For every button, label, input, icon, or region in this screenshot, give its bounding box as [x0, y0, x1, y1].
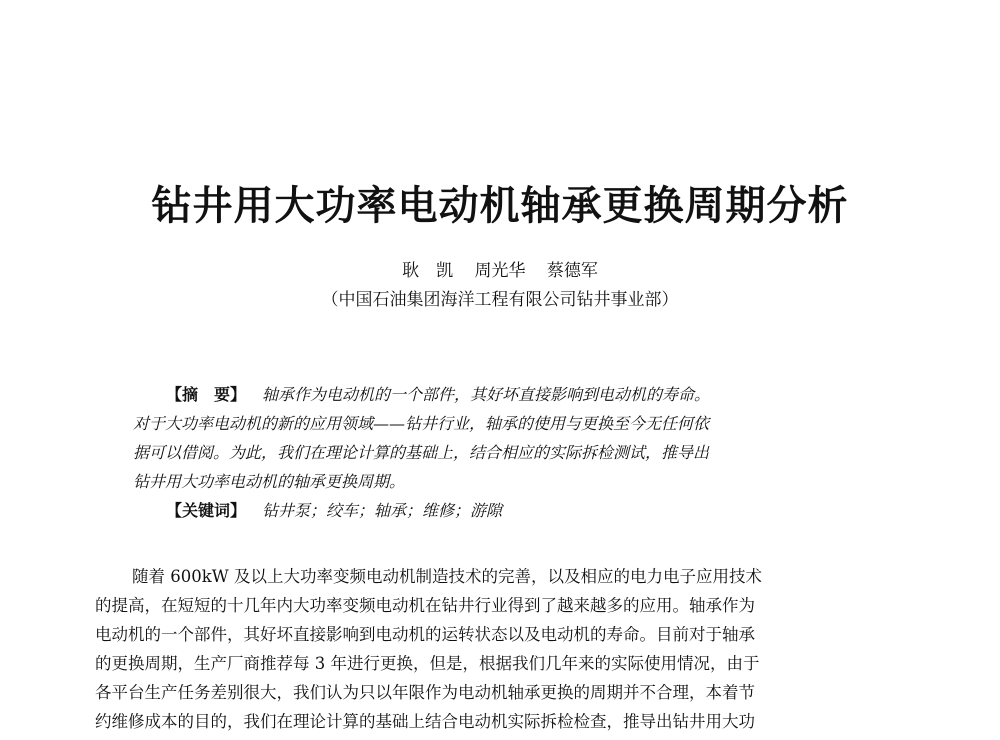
body-line: 的提高，在短短的十几年内大功率变频电动机在钻井行业得到了越来越多的应用。轴承作为	[95, 596, 755, 615]
author-name: 蔡德军	[546, 261, 598, 281]
body-line: 约维修成本的目的，我们在理论计算的基础上结合电动机实际拆检检查，推导出钻井用大功	[95, 712, 755, 731]
abstract-line: 钻井用大功率电动机的轴承更换周期。	[133, 472, 406, 491]
abstract-line: 对于大功率电动机的新的应用领域——钻井行业，轴承的使用与更换至今无任何依	[133, 414, 710, 433]
author-affiliation: （中国石油集团海洋工程有限公司钻井事业部）	[321, 290, 679, 310]
abstract-text: 轴承作为电动机的一个部件，其好坏直接影响到电动机的寿命。	[262, 385, 711, 404]
body-paragraph	[95, 562, 905, 736]
keywords-label: 【关键词】	[166, 501, 247, 520]
body-line: 的更换周期，生产厂商推荐每 3 年进行更换，但是，根据我们几年来的实际使用情况，由于	[95, 654, 760, 673]
body-line: 随着 600kW 及以上大功率变频电动机制造技术的完善，以及相应的电力电子应用技术	[132, 567, 762, 586]
keywords-line	[133, 496, 873, 525]
abstract-line: 据可以借阅。为此，我们在理论计算的基础上，结合相应的实际拆检测试，推导出	[133, 443, 710, 462]
abstract-label: 【摘 要】	[166, 385, 247, 404]
abstract-line	[133, 380, 873, 409]
body-line: 电动机的一个部件，其好坏直接影响到电动机的运转状态以及电动机的寿命。目前对于轴承	[95, 625, 755, 644]
abstract-section	[133, 380, 873, 525]
author-name: 周光华	[474, 261, 526, 281]
keywords-text: 钻井泵；绞车；轴承；维修；游隙	[262, 501, 503, 520]
author-name: 耿 凯	[402, 261, 454, 281]
author-list	[0, 259, 1000, 283]
body-line: 各平台生产任务差别很大，我们认为只以年限作为电动机轴承更换的周期并不合理，本着节	[95, 683, 755, 702]
paper-title: 钻井用大功率电动机轴承更换周期分析	[151, 183, 849, 229]
